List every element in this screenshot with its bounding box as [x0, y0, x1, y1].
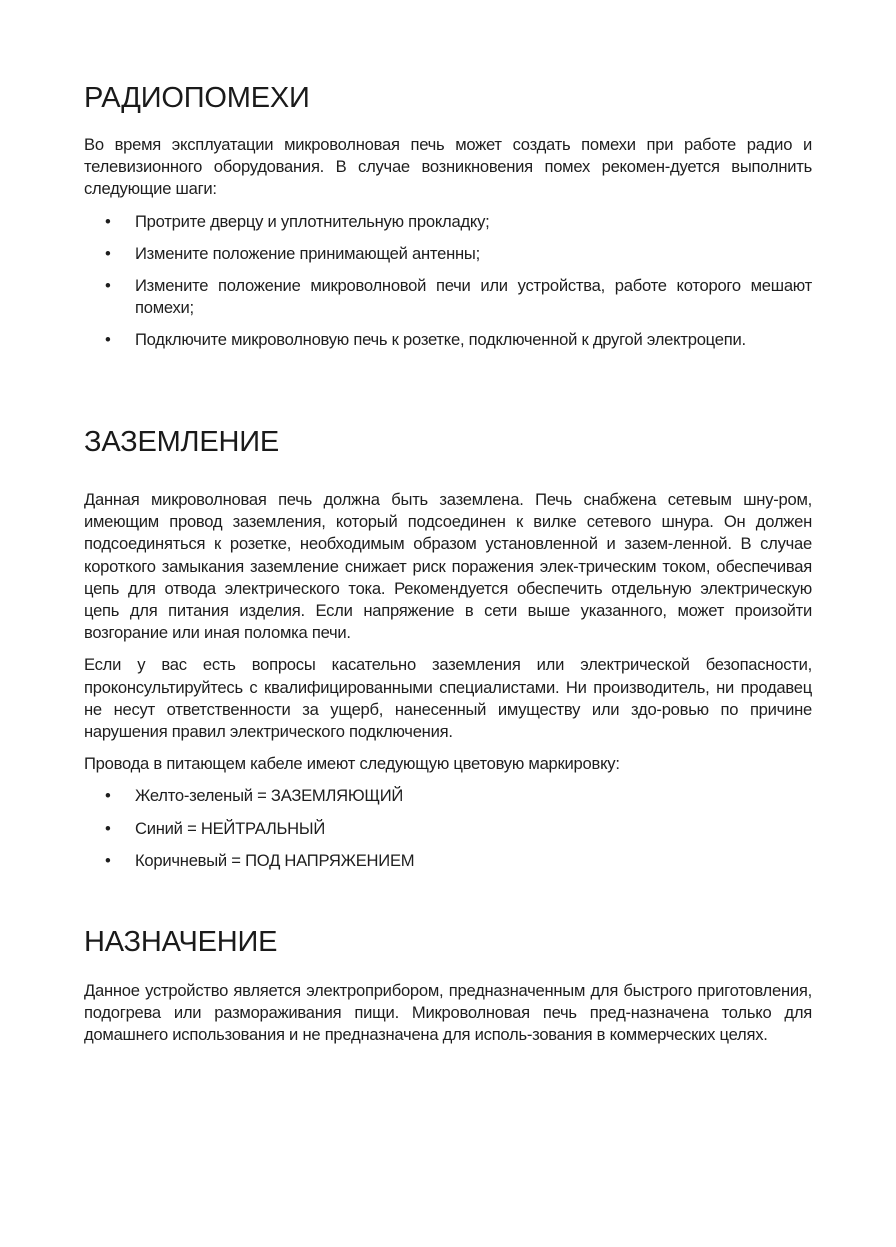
- section-purpose: [84, 926, 812, 1047]
- bullet-icon: •: [105, 850, 111, 870]
- section-radio-interference: [84, 82, 812, 352]
- bullet-icon: •: [105, 330, 111, 350]
- section-grounding: [84, 426, 812, 872]
- section-title: ЗАЗЕМЛЕНИЕ: [84, 426, 280, 458]
- list-item: [84, 275, 812, 319]
- list-item: [84, 329, 812, 351]
- list-item-text: Подключите микроволновую печь к розетке, подключенной к другой электроцепи.: [135, 330, 746, 350]
- list-item: [84, 243, 812, 265]
- list-item-text: Коричневый = ПОД НАПРЯЖЕНИЕМ: [135, 850, 415, 870]
- section-title: НАЗНАЧЕНИЕ: [84, 926, 278, 958]
- bullet-icon: •: [105, 818, 111, 838]
- list-item-text: Желто-зеленый = ЗАЗЕМЛЯЮЩИЙ: [135, 786, 404, 806]
- bullet-icon: •: [105, 276, 111, 296]
- section-title: РАДИОПОМЕХИ: [84, 82, 310, 114]
- section-paragraph: Данная микроволновая печь должна быть заземлена. Печь снабжена сетевым шну-ром, имеющим провод заземления, который подсоединен к вилке сетевого шнура. Он должен подсоединяться к розетке, необходимым образом установленной и зазем-ленной. В случае короткого замыкания заземление снижает риск поражения элек-трическим током, обеспечивая цепь для отвода электрического тока. Рекомендуется обеспечить отдельную электрическую цепь для питания изделия. Если напряжение в сети выше указанного, может произойти возгорание или иная поломка печи.: [84, 490, 812, 643]
- bullet-icon: •: [105, 243, 111, 263]
- list-item: [84, 211, 812, 233]
- list-item-text: Измените положение принимающей антенны;: [135, 243, 480, 263]
- bullet-icon: •: [105, 211, 111, 231]
- wire-color-list: [84, 785, 812, 872]
- section-intro: Во время эксплуатации микроволновая печь может создать помехи при работе радио и телевизионного оборудования. В случае возникновения помех рекомен-дуется выполнить следующие шаги:: [84, 135, 812, 199]
- bullet-icon: •: [105, 786, 111, 806]
- list-item-text: Синий = НЕЙТРАЛЬНЫЙ: [135, 818, 325, 838]
- section-paragraph: Провода в питающем кабеле имеют следующую цветовую маркировку:: [84, 754, 620, 774]
- list-item: [84, 818, 812, 840]
- bullet-list: [84, 211, 812, 352]
- list-item-text: Протрите дверцу и уплотнительную прокладку;: [135, 211, 490, 231]
- list-item: [84, 850, 812, 872]
- section-paragraph: Если у вас есть вопросы касательно заземления или электрической безопасности, проконсультируйтесь с квалифицированными специалистами. Ни производитель, ни продавец не несут ответственности за ущерб, нанесенный имуществу или здо-ровью по причине нарушения правил электрического подключения.: [84, 655, 812, 742]
- list-item-text: Измените положение микроволновой печи или устройства, работе которого мешают помехи;: [135, 276, 812, 318]
- section-paragraph: Данное устройство является электроприбором, предназначенным для быстрого приготовления, подогрева или размораживания пищи. Микроволновая печь пред-назначена только для домашнего использования и не предназначена для исполь-зования в коммерческих целях.: [84, 981, 812, 1045]
- list-item: [84, 785, 812, 807]
